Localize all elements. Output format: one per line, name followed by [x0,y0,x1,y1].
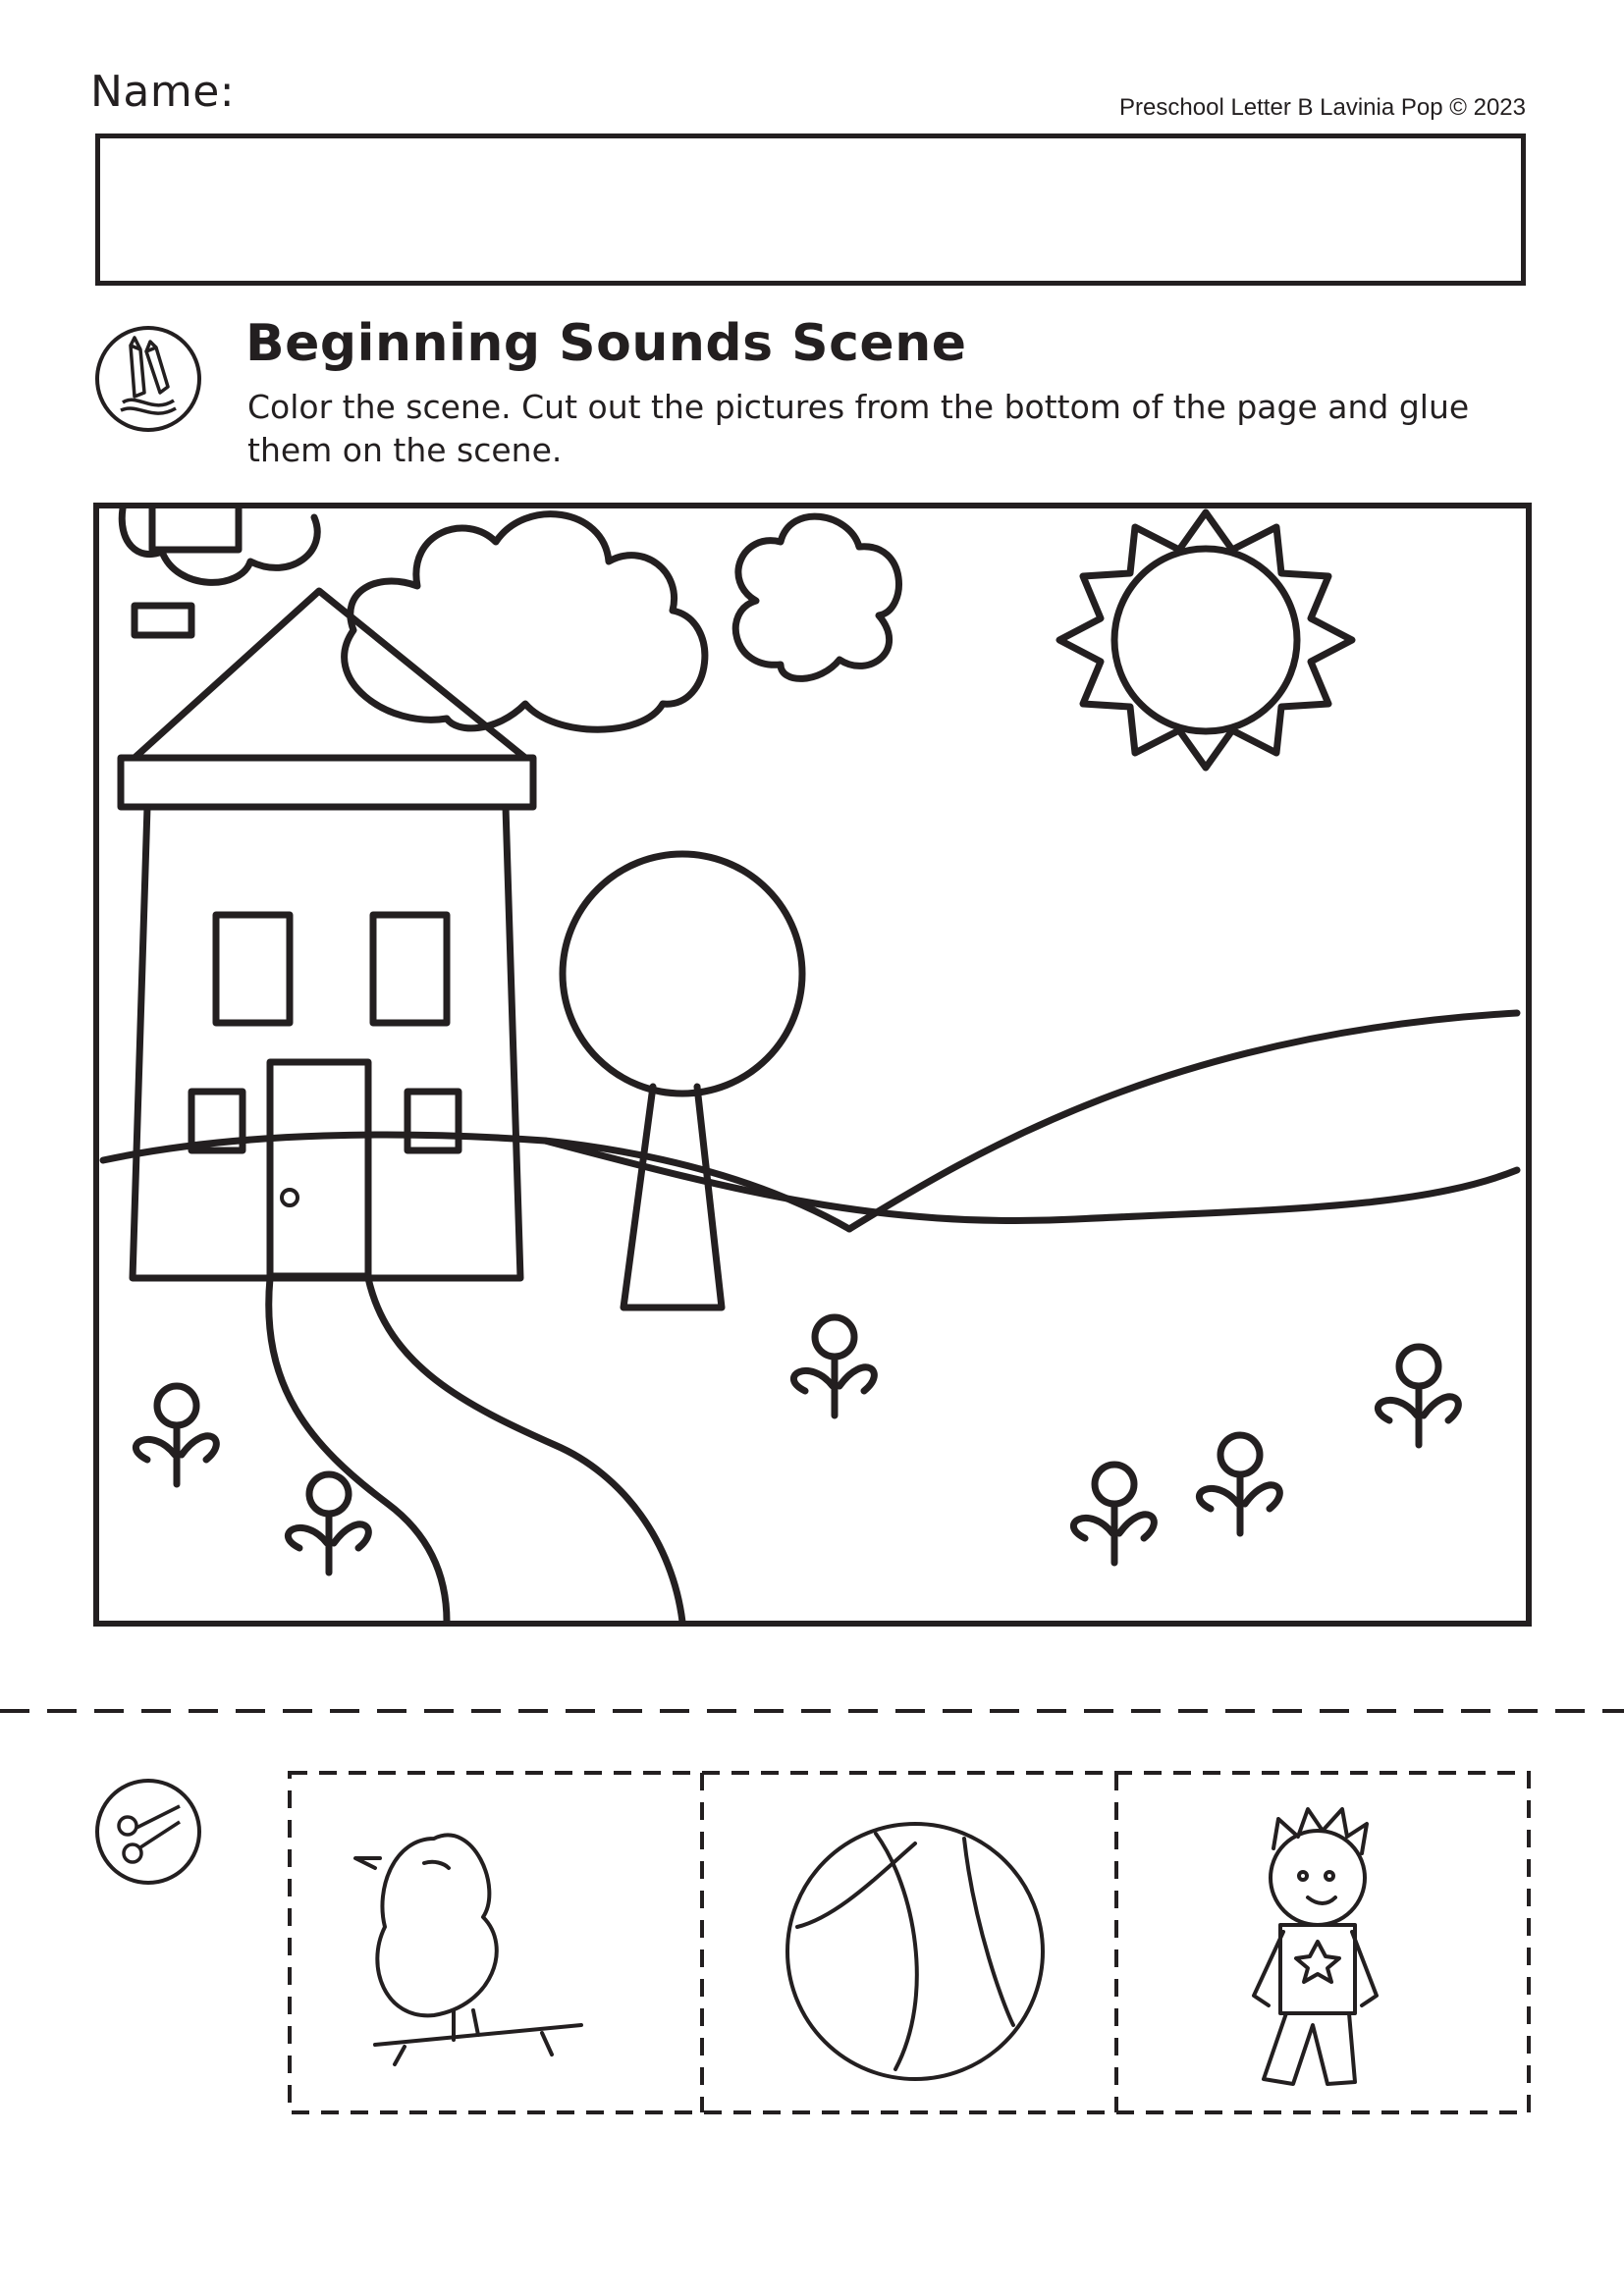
cut-line [0,1708,1624,1714]
name-input-box[interactable] [95,133,1526,286]
boy-icon [1254,1809,1377,2084]
activity-instructions: Color the scene. Cut out the pictures from the bottom of the page and glue them on the scene. [247,388,1470,469]
scissors-icon [93,1777,203,1887]
activity-title: Beginning Sounds Scene [245,314,967,373]
name-label: Name: [90,67,236,117]
bird-icon [355,1835,581,2064]
crayons-icon [93,324,203,434]
ball-icon [787,1824,1043,2079]
cutout-pictures [287,1770,1532,2115]
copyright-credit: Preschool Letter B Lavinia Pop © 2023 [1119,94,1526,121]
coloring-scene [93,503,1532,1627]
